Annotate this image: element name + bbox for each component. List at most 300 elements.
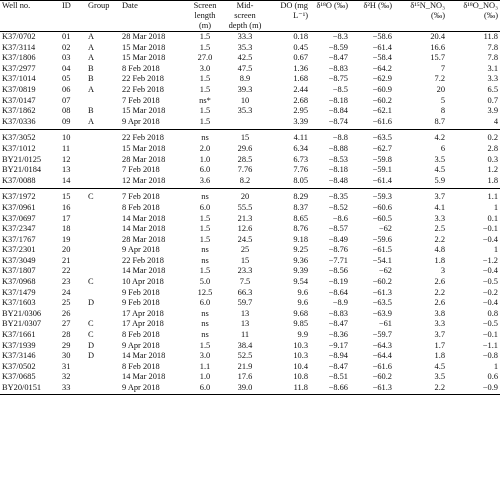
cell-do: 8.76 [293, 224, 308, 234]
cell-d15n-no3: 4.5 [434, 165, 445, 175]
header-d2h: δ²H (‰) [363, 1, 392, 10]
cell-d18o-no3: 6.5 [487, 84, 498, 94]
cell-d18o-no3: −0.8 [482, 351, 498, 361]
cell-date: 7 Feb 2018 [120, 189, 186, 203]
cell-d18o: −8.47 [328, 53, 348, 63]
cell-d18o-no3: 0.8 [487, 308, 498, 318]
cell-date: 14 Mar 2018 [122, 224, 166, 234]
cell-d2h: −59.8 [372, 154, 392, 164]
cell-do: 2.44 [293, 84, 308, 94]
cell-group: D [88, 340, 95, 350]
cell-screen-length: 1.1 [199, 361, 211, 371]
cell-group: B [88, 63, 94, 73]
cell-group: D [88, 298, 95, 308]
cell-id: 02 [62, 42, 71, 52]
cell-well-no: K37/0697 [2, 213, 36, 223]
cell-d18o-no3: 0.3 [487, 154, 498, 164]
cell-well-no: K37/2977 [2, 63, 36, 73]
cell-do: 2.68 [293, 95, 308, 105]
table-header [0, 1, 500, 32]
cell-well-no: K37/0502 [2, 361, 36, 371]
cell-mid-screen-depth: 35.3 [237, 106, 253, 116]
cell-screen-length: 6.0 [199, 202, 211, 212]
cell-do: 1.36 [293, 63, 308, 73]
cell-id: 26 [62, 308, 71, 318]
cell-mid-screen-depth: 11 [240, 330, 250, 340]
cell-date: 22 Feb 2018 [122, 84, 164, 94]
cell-mid-screen-depth: 15 [240, 255, 250, 265]
cell-d18o: −8.84 [328, 106, 348, 116]
cell-d2h: −58.6 [372, 32, 392, 41]
cell-date: 17 Apr 2018 [122, 319, 164, 329]
cell-d15n-no3: 3.8 [434, 308, 445, 318]
cell-d18o-no3: −1.1 [482, 340, 498, 350]
cell-d18o-no3: 4 [493, 116, 498, 126]
cell-d15n-no3: 2.2 [434, 287, 445, 297]
cell-d18o: −8.76 [328, 245, 348, 255]
cell-screen-length: 1.5 [199, 266, 211, 276]
cell-well-no: K37/0336 [2, 116, 36, 126]
cell-d2h: −60.9 [372, 84, 392, 94]
cell-group: C [88, 277, 94, 287]
cell-d18o-no3: 0.1 [487, 213, 498, 223]
cell-date: 14 Mar 2018 [122, 351, 166, 361]
cell-d18o-no3: 7.8 [487, 42, 498, 52]
table-row [0, 74, 500, 85]
cell-d2h: −61.4 [372, 175, 392, 185]
table-row [0, 235, 500, 246]
cell-d15n-no3: 7.2 [434, 74, 445, 84]
cell-d18o: −8.3 [332, 32, 348, 41]
cell-d15n-no3: 20 [436, 84, 445, 94]
cell-group [86, 235, 120, 246]
cell-mid-screen-depth: 25 [240, 245, 250, 255]
cell-d15n-no3: 3 [440, 266, 445, 276]
table-row [0, 106, 500, 117]
cell-do: 8.29 [266, 189, 310, 203]
cell-well-no: K37/3049 [2, 255, 36, 265]
cell-d18o: −8.19 [328, 277, 348, 287]
cell-group [86, 288, 120, 299]
cell-date: 8 Feb 2018 [122, 63, 160, 73]
cell-d18o: −8.53 [328, 154, 348, 164]
cell-d2h: −62.9 [372, 74, 392, 84]
cell-screen-length: ns [201, 319, 209, 329]
cell-d18o: −8.47 [328, 319, 348, 329]
cell-d18o-no3: −0.4 [482, 266, 498, 276]
cell-d15n-no3: 4.8 [434, 245, 445, 255]
cell-mid-screen-depth: 20 [224, 189, 266, 203]
cell-id: 25 [62, 298, 71, 308]
table-row [0, 256, 500, 267]
cell-d15n-no3: 3.3 [434, 213, 445, 223]
cell-screen-length: 1.0 [199, 154, 211, 164]
cell-date: 22 Feb 2018 [122, 74, 164, 84]
cell-well-no: K37/0819 [2, 84, 36, 94]
cell-date: 28 Mar 2018 [122, 32, 166, 41]
cell-do: 10.8 [293, 372, 308, 382]
header-well-no: Well no. [2, 1, 31, 10]
cell-do: 8.05 [293, 175, 308, 185]
cell-well-no: BY21/0125 [2, 154, 42, 164]
cell-mid-screen-depth: 52.5 [237, 351, 253, 361]
cell-screen-length: 12.5 [197, 287, 213, 297]
table-row [0, 214, 500, 225]
cell-d2h: −64.3 [372, 340, 392, 350]
cell-do: 0.67 [293, 53, 308, 63]
cell-id: 32 [62, 372, 71, 382]
cell-mid-screen-depth [224, 117, 266, 130]
cell-do: 11.8 [266, 383, 310, 394]
cell-well-no: K37/0968 [2, 277, 36, 287]
cell-d18o: −8.66 [310, 383, 350, 394]
cell-mid-screen-depth: 47.5 [237, 63, 253, 73]
cell-date: 8 Feb 2018 [122, 330, 160, 340]
cell-group [86, 372, 120, 383]
cell-screen-length: 1.0 [199, 372, 211, 382]
cell-well-no: K37/1661 [2, 330, 36, 340]
header-mid-screen-depth: Mid-screen depth (m) [228, 1, 262, 30]
cell-d18o-no3: −1.2 [482, 255, 498, 265]
cell-group [86, 165, 120, 176]
cell-screen-length: 27.0 [197, 53, 213, 63]
cell-group: C [88, 319, 94, 329]
cell-d2h: −61.3 [372, 287, 392, 297]
header-d15n-no3: δ¹⁵N_NO₃ (‰) [410, 1, 445, 20]
cell-mid-screen-depth: 28.5 [237, 154, 253, 164]
cell-id: 30 [62, 351, 71, 361]
cell-date: 14 Mar 2018 [122, 372, 166, 382]
cell-screen-length: 1.5 [199, 74, 211, 84]
cell-date: 14 Mar 2018 [122, 213, 166, 223]
table-row [0, 32, 500, 43]
header-screen-length: Screen length (m) [193, 1, 217, 30]
cell-id: 07 [62, 95, 71, 105]
table-row [0, 53, 500, 64]
table-row [0, 319, 500, 330]
cell-d15n-no3: 5 [440, 95, 445, 105]
cell-date: 22 Feb 2018 [122, 255, 164, 265]
cell-d15n-no3: 16.6 [430, 42, 445, 52]
cell-d18o-no3: 1.1 [447, 189, 500, 203]
cell-d15n-no3: 2.5 [434, 224, 445, 234]
cell-date: 8 Feb 2018 [122, 202, 160, 212]
cell-id: 19 [62, 234, 71, 244]
table-row [0, 362, 500, 373]
table-row [0, 277, 500, 288]
cell-screen-length: 1.5 [199, 213, 211, 223]
cell-date: 9 Feb 2018 [122, 287, 160, 297]
header-do: DO (mg L⁻¹) [280, 1, 308, 20]
cell-id: 16 [62, 202, 71, 212]
cell-well-no: K37/0961 [2, 202, 36, 212]
cell-group [86, 256, 120, 267]
cell-d18o: −8.52 [328, 202, 348, 212]
cell-d2h: −60.2 [372, 95, 392, 105]
cell-d2h: −54.1 [372, 255, 392, 265]
cell-do: 8.37 [293, 202, 308, 212]
table-body [0, 32, 500, 395]
table-row [0, 64, 500, 75]
cell-date: 9 Feb 2018 [122, 298, 160, 308]
cell-d18o: −8.6 [332, 213, 348, 223]
cell-d18o: −8.74 [328, 116, 348, 126]
cell-d2h: −60.6 [372, 202, 392, 212]
cell-d2h: −63.5 [372, 298, 392, 308]
cell-id: 31 [62, 361, 71, 371]
cell-d15n-no3: 2.2 [434, 234, 445, 244]
cell-d18o: −8.75 [328, 74, 348, 84]
cell-d15n-no3: 1.7 [434, 340, 445, 350]
cell-well-no: K37/1479 [2, 287, 36, 297]
cell-d18o-no3: −0.9 [447, 383, 500, 394]
cell-mid-screen-depth: 21.9 [237, 361, 253, 371]
table-row [0, 288, 500, 299]
cell-group: A [88, 84, 95, 94]
cell-d2h: −60.2 [372, 277, 392, 287]
header-id: ID [62, 1, 71, 10]
cell-date: 9 Apr 2018 [122, 116, 160, 126]
cell-group: A [88, 116, 95, 126]
cell-id: 14 [62, 175, 71, 185]
table-row [0, 189, 500, 203]
cell-well-no: K37/0702 [2, 32, 36, 41]
cell-date: 17 Apr 2018 [122, 308, 164, 318]
table-row [0, 165, 500, 176]
table-row [0, 144, 500, 155]
cell-d15n-no3: 4.1 [434, 202, 445, 212]
table-row [0, 85, 500, 96]
cell-screen-length: 1.5 [199, 32, 211, 41]
cell-screen-length: ns [201, 330, 209, 340]
header-date: Date [122, 1, 138, 10]
cell-do: 9.39 [293, 266, 308, 276]
cell-id: 27 [62, 319, 71, 329]
cell-group [86, 362, 120, 373]
cell-id: 11 [62, 143, 71, 153]
cell-d18o: −8.49 [328, 234, 348, 244]
cell-d2h: −59.7 [372, 330, 392, 340]
cell-d18o-no3: −0.1 [482, 224, 498, 234]
cell-mid-screen-depth: 7.5 [239, 277, 251, 287]
cell-date: 15 Mar 2018 [122, 42, 166, 52]
cell-d15n-no3: 7 [440, 63, 445, 73]
cell-well-no: K37/1939 [2, 340, 36, 350]
cell-d2h: −61.5 [372, 245, 392, 255]
cell-d15n-no3: 3.7 [434, 330, 445, 340]
cell-screen-length: 3.0 [199, 63, 211, 73]
cell-d18o-no3: 1 [493, 361, 498, 371]
cell-do: 9.18 [293, 234, 308, 244]
cell-do: 1.68 [293, 74, 308, 84]
cell-d2h: −62.7 [372, 143, 392, 153]
table-row [0, 43, 500, 54]
table-row [0, 309, 500, 320]
table-row [0, 130, 500, 144]
cell-d15n-no3: 2.6 [434, 298, 445, 308]
cell-date: 22 Feb 2018 [120, 130, 186, 144]
cell-d18o-no3: −0.4 [482, 234, 498, 244]
cell-d18o-no3: 11.8 [483, 32, 498, 41]
cell-d18o-no3: 3.9 [487, 106, 498, 116]
header-d18o-no3: δ¹⁸O_NO₃ (‰) [463, 1, 498, 20]
table-row [0, 266, 500, 277]
cell-mid-screen-depth: 13 [240, 308, 250, 318]
cell-d18o-no3: 1.8 [487, 175, 498, 185]
table-row [0, 117, 500, 130]
table-row [0, 176, 500, 189]
cell-mid-screen-depth: 66.3 [237, 287, 253, 297]
cell-well-no: K37/3114 [2, 42, 36, 52]
cell-id: 24 [62, 287, 71, 297]
table-row [0, 351, 500, 362]
cell-date: 14 Mar 2018 [122, 266, 166, 276]
cell-do: 9.6 [297, 287, 308, 297]
cell-d15n-no3: 3.5 [434, 372, 445, 382]
cell-d15n-no3: 4.2 [394, 130, 447, 144]
cell-d15n-no3: 1.8 [434, 351, 445, 361]
cell-group [86, 203, 120, 214]
cell-mid-screen-depth: 24.5 [237, 234, 253, 244]
cell-d2h: −63.9 [372, 308, 392, 318]
cell-group: A [88, 32, 95, 41]
cell-well-no: K37/1012 [2, 143, 36, 153]
cell-id: 20 [62, 245, 71, 255]
cell-d15n-no3: 8 [440, 106, 445, 116]
cell-group: A [88, 53, 95, 63]
cell-well-no: K37/1972 [0, 189, 60, 203]
header-d18o: δ¹⁸O (‰) [316, 1, 348, 10]
cell-d18o: −8.5 [332, 84, 348, 94]
cell-d18o-no3: 0.6 [487, 372, 498, 382]
cell-id: 17 [62, 213, 71, 223]
cell-mid-screen-depth: 15 [224, 130, 266, 144]
cell-well-no: K37/3052 [0, 130, 60, 144]
cell-do: 10.3 [293, 351, 308, 361]
table-row [0, 203, 500, 214]
cell-mid-screen-depth: 33.3 [237, 32, 253, 41]
cell-do: 6.73 [293, 154, 308, 164]
cell-d18o-no3: 1.2 [487, 165, 498, 175]
cell-well-no: K37/1862 [2, 106, 36, 116]
cell-do: 9.54 [293, 277, 308, 287]
cell-do: 10.3 [293, 340, 308, 350]
cell-do: 3.39 [293, 116, 308, 126]
cell-mid-screen-depth: 17.6 [237, 372, 253, 382]
cell-d18o: −9.17 [328, 340, 348, 350]
cell-d18o: −8.8 [310, 130, 350, 144]
cell-id: 13 [62, 165, 71, 175]
cell-group [86, 266, 120, 277]
cell-d18o-no3: 1 [493, 245, 498, 255]
cell-well-no: K37/1014 [2, 74, 36, 84]
cell-screen-length: 1.5 [199, 84, 211, 94]
table-row [0, 245, 500, 256]
cell-id: 12 [62, 154, 71, 164]
cell-d18o: −8.47 [328, 361, 348, 371]
cell-mid-screen-depth: 59.7 [237, 298, 253, 308]
cell-group: B [88, 74, 94, 84]
cell-do: 0.45 [293, 42, 308, 52]
cell-d15n-no3: 6 [440, 143, 445, 153]
cell-date: 15 Mar 2018 [122, 53, 166, 63]
cell-id: 28 [62, 330, 71, 340]
cell-screen-length: 3.0 [199, 351, 211, 361]
table-row [0, 155, 500, 166]
table-row [0, 341, 500, 352]
cell-well-no: BY21/0184 [2, 165, 42, 175]
cell-date: 7 Feb 2018 [122, 165, 160, 175]
cell-screen-length: ns [186, 189, 224, 203]
cell-d15n-no3: 5.9 [434, 175, 445, 185]
cell-d2h: −60.5 [372, 213, 392, 223]
cell-id: 09 [62, 116, 71, 126]
cell-well-no: K37/3146 [2, 351, 36, 361]
cell-d2h: −62.1 [372, 106, 392, 116]
cell-screen-length: 1.5 [199, 116, 211, 126]
cell-screen-length: 6.0 [186, 383, 224, 394]
cell-do: 9.36 [293, 255, 308, 265]
cell-d18o: −8.83 [328, 308, 348, 318]
cell-well-no: K37/1807 [2, 266, 36, 276]
cell-d18o-no3: 0.2 [447, 130, 500, 144]
cell-group [86, 383, 120, 394]
cell-d2h: −59.1 [372, 165, 392, 175]
cell-screen-length: 1.5 [199, 340, 211, 350]
cell-d15n-no3: 20.4 [430, 32, 445, 41]
cell-id: 05 [62, 74, 71, 84]
cell-well-no: K37/2347 [2, 224, 36, 234]
cell-mid-screen-depth: 21.3 [237, 213, 253, 223]
cell-group: D [88, 351, 95, 361]
cell-d18o-no3: 3.1 [487, 63, 498, 73]
cell-mid-screen-depth: 39.0 [224, 383, 266, 394]
cell-date: 15 Mar 2018 [122, 106, 166, 116]
cell-d2h: −63.5 [350, 130, 394, 144]
table-row [0, 372, 500, 383]
cell-screen-length: 1.5 [199, 42, 211, 52]
cell-d18o: −8.94 [328, 351, 348, 361]
cell-do: 7.76 [293, 165, 308, 175]
cell-do: 4.11 [266, 130, 310, 144]
cell-date: 15 Mar 2018 [122, 143, 166, 153]
cell-mid-screen-depth: 38.4 [237, 340, 253, 350]
cell-group: B [88, 106, 94, 116]
cell-d18o-no3: 1 [493, 202, 498, 212]
cell-mid-screen-depth: 55.5 [237, 202, 253, 212]
cell-d18o-no3: 0.7 [487, 95, 498, 105]
cell-d18o-no3: −0.5 [482, 319, 498, 329]
cell-group: C [88, 330, 94, 340]
cell-mid-screen-depth: 12.6 [237, 224, 253, 234]
cell-d18o-no3: 2.8 [487, 143, 498, 153]
cell-d15n-no3: 2.6 [434, 277, 445, 287]
cell-group [86, 144, 120, 155]
cell-d15n-no3: 3.7 [394, 189, 447, 203]
cell-d18o: −8.35 [310, 189, 350, 203]
cell-well-no: BY21/0307 [2, 319, 42, 329]
cell-d18o-no3: 7.8 [487, 53, 498, 63]
cell-d18o: −8.57 [328, 224, 348, 234]
cell-screen-length: 6.0 [199, 298, 211, 308]
cell-d15n-no3: 3.5 [434, 154, 445, 164]
cell-screen-length: 6.0 [199, 165, 211, 175]
cell-d15n-no3: 2.2 [394, 383, 447, 394]
cell-mid-screen-depth: 13 [240, 319, 250, 329]
cell-id: 33 [60, 383, 86, 394]
cell-do: 0.18 [293, 32, 308, 41]
cell-well-no: K37/0147 [2, 95, 36, 105]
